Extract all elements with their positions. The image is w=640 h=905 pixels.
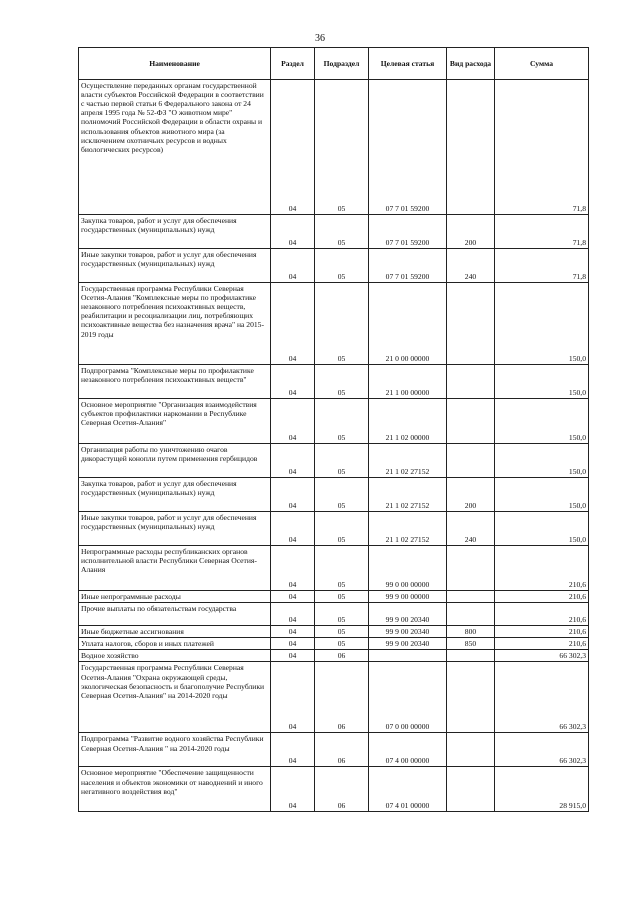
row-name-cell: Осуществление переданных органам государственной власти субъектов Российской Федерации в соответствии с частью первой статьи 6 Федерального закона от 24 апреля 1995 года № 52-ФЗ "О животном мире" полномочий Российской Федерации в области охраны и использования объектов животного мира (за исключением охотничьих ресурсов и водных биологических ресурсов) <box>79 80 271 215</box>
row-target-article-cell: 99 9 00 20340 <box>369 638 447 650</box>
row-sum-cell: 210,6 <box>495 591 589 603</box>
row-sum-cell: 66 302,3 <box>495 733 589 767</box>
table-row <box>79 365 589 399</box>
row-target-article-cell: 07 7 01 59200 <box>369 249 447 283</box>
row-expense-type-cell <box>447 444 495 478</box>
row-podrazdel-cell: 06 <box>315 733 369 767</box>
table-row <box>79 767 589 812</box>
table-row <box>79 650 589 662</box>
row-razdel-cell: 04 <box>271 478 315 512</box>
row-target-article-cell: 07 7 01 59200 <box>369 80 447 215</box>
row-sum-cell: 66 302,3 <box>495 650 589 662</box>
row-podrazdel-cell: 05 <box>315 626 369 638</box>
row-expense-type-cell <box>447 365 495 399</box>
row-razdel-cell: 04 <box>271 767 315 812</box>
row-name-cell: Основное мероприятие "Организация взаимодействия субъектов профилактики наркомании в Республике Северная Осетия-Алания" <box>79 399 271 444</box>
row-razdel-cell: 04 <box>271 591 315 603</box>
row-expense-type-cell: 240 <box>447 249 495 283</box>
row-expense-type-cell <box>447 662 495 733</box>
row-podrazdel-cell: 05 <box>315 215 369 249</box>
row-expense-type-cell <box>447 733 495 767</box>
row-razdel-cell: 04 <box>271 365 315 399</box>
row-podrazdel-cell: 05 <box>315 80 369 215</box>
row-podrazdel-cell: 05 <box>315 399 369 444</box>
table-row <box>79 638 589 650</box>
row-sum-cell: 210,6 <box>495 638 589 650</box>
row-expense-type-cell <box>447 546 495 591</box>
row-name-cell: Иные бюджетные ассигнования <box>79 626 271 638</box>
row-target-article-cell: 21 1 02 27152 <box>369 478 447 512</box>
row-target-article-cell: 21 0 00 00000 <box>369 283 447 365</box>
row-expense-type-cell: 200 <box>447 215 495 249</box>
row-name-cell: Уплата налогов, сборов и иных платежей <box>79 638 271 650</box>
row-name-cell: Непрограммные расходы республиканских органов исполнительной власти Республики Северная Осетия-Алания <box>79 546 271 591</box>
header-podrazdel: Подраздел <box>315 48 369 80</box>
row-expense-type-cell <box>447 591 495 603</box>
row-name-cell: Закупка товаров, работ и услуг для обеспечения государственных (муниципальных) нужд <box>79 478 271 512</box>
table-row <box>79 603 589 626</box>
row-name-cell: Основное мероприятие "Обеспечение защищенности населения и объектов экономики от наводнений и иного негативного воздействия вод" <box>79 767 271 812</box>
row-podrazdel-cell: 05 <box>315 444 369 478</box>
row-name-cell: Государственная программа Республики Северная Осетия-Алания "Охрана окружающей среды, экологическая безопасность и благополучие Республики Северная Осетия-Алания" на 2014-2020 годы <box>79 662 271 733</box>
row-target-article-cell <box>369 650 447 662</box>
row-target-article-cell: 99 9 00 20340 <box>369 603 447 626</box>
row-target-article-cell: 07 4 01 00000 <box>369 767 447 812</box>
table-row <box>79 399 589 444</box>
row-sum-cell: 28 915,0 <box>495 767 589 812</box>
row-expense-type-cell <box>447 650 495 662</box>
row-podrazdel-cell: 05 <box>315 249 369 283</box>
row-expense-type-cell: 200 <box>447 478 495 512</box>
row-podrazdel-cell: 05 <box>315 512 369 546</box>
row-podrazdel-cell: 05 <box>315 603 369 626</box>
row-razdel-cell: 04 <box>271 603 315 626</box>
row-name-cell: Иные закупки товаров, работ и услуг для обеспечения государственных (муниципальных) нужд <box>79 249 271 283</box>
row-expense-type-cell: 800 <box>447 626 495 638</box>
table-row <box>79 215 589 249</box>
row-target-article-cell: 21 1 02 00000 <box>369 399 447 444</box>
row-sum-cell: 210,6 <box>495 546 589 591</box>
row-podrazdel-cell: 05 <box>315 283 369 365</box>
row-podrazdel-cell: 05 <box>315 638 369 650</box>
row-target-article-cell: 99 0 00 00000 <box>369 546 447 591</box>
header-target-article: Целевая статья <box>369 48 447 80</box>
table-row <box>79 249 589 283</box>
row-name-cell: Иные закупки товаров, работ и услуг для обеспечения государственных (муниципальных) нужд <box>79 512 271 546</box>
header-expense-type: Вид расхода <box>447 48 495 80</box>
table-row <box>79 283 589 365</box>
row-sum-cell: 71,8 <box>495 215 589 249</box>
row-sum-cell: 150,0 <box>495 399 589 444</box>
budget-table <box>78 47 589 812</box>
row-name-cell: Государственная программа Республики Северная Осетия-Алания "Комплексные меры по профилактике незаконного потребления психоактивных веществ, реабилитации и ресоциализации лиц, потребляющих психоактивные вещества без назначения врача" на 2015-2019 годы <box>79 283 271 365</box>
row-sum-cell: 150,0 <box>495 283 589 365</box>
table-row <box>79 80 589 215</box>
table-row <box>79 546 589 591</box>
row-razdel-cell: 04 <box>271 215 315 249</box>
row-target-article-cell: 21 1 02 27152 <box>369 512 447 546</box>
row-expense-type-cell: 240 <box>447 512 495 546</box>
row-sum-cell: 150,0 <box>495 365 589 399</box>
row-razdel-cell: 04 <box>271 512 315 546</box>
row-razdel-cell: 04 <box>271 80 315 215</box>
row-sum-cell: 210,6 <box>495 626 589 638</box>
row-sum-cell: 150,0 <box>495 512 589 546</box>
table-row <box>79 512 589 546</box>
row-name-cell: Прочие выплаты по обязательствам государства <box>79 603 271 626</box>
row-name-cell: Подпрограмма "Комплексные меры по профилактике незаконного потребления психоактивных веществ" <box>79 365 271 399</box>
table-row <box>79 591 589 603</box>
row-target-article-cell: 99 9 00 00000 <box>369 591 447 603</box>
row-name-cell: Закупка товаров, работ и услуг для обеспечения государственных (муниципальных) нужд <box>79 215 271 249</box>
row-razdel-cell: 04 <box>271 638 315 650</box>
row-razdel-cell: 04 <box>271 546 315 591</box>
row-expense-type-cell <box>447 80 495 215</box>
row-podrazdel-cell: 05 <box>315 365 369 399</box>
row-sum-cell: 71,8 <box>495 80 589 215</box>
row-expense-type-cell <box>447 399 495 444</box>
row-expense-type-cell: 850 <box>447 638 495 650</box>
row-podrazdel-cell: 05 <box>315 478 369 512</box>
table-row <box>79 626 589 638</box>
header-row <box>79 48 589 80</box>
row-expense-type-cell <box>447 767 495 812</box>
row-sum-cell: 71,8 <box>495 249 589 283</box>
row-expense-type-cell <box>447 603 495 626</box>
row-podrazdel-cell: 06 <box>315 650 369 662</box>
row-podrazdel-cell: 05 <box>315 591 369 603</box>
row-razdel-cell: 04 <box>271 733 315 767</box>
row-name-cell: Подпрограмма "Развитие водного хозяйства Республики Северная Осетия-Алания " на 2014-2020 годы <box>79 733 271 767</box>
row-podrazdel-cell: 06 <box>315 767 369 812</box>
table-row <box>79 733 589 767</box>
row-podrazdel-cell: 05 <box>315 546 369 591</box>
row-razdel-cell: 04 <box>271 662 315 733</box>
row-target-article-cell: 21 1 00 00000 <box>369 365 447 399</box>
table-row <box>79 444 589 478</box>
row-target-article-cell: 07 7 01 59200 <box>369 215 447 249</box>
row-razdel-cell: 04 <box>271 283 315 365</box>
row-target-article-cell: 07 4 00 00000 <box>369 733 447 767</box>
table-row <box>79 478 589 512</box>
row-razdel-cell: 04 <box>271 249 315 283</box>
row-sum-cell: 150,0 <box>495 478 589 512</box>
row-razdel-cell: 04 <box>271 626 315 638</box>
row-target-article-cell: 07 0 00 00000 <box>369 662 447 733</box>
row-name-cell: Иные непрограммные расходы <box>79 591 271 603</box>
row-name-cell: Организация работы по уничтожению очагов дикорастущей конопли путем применения гербицидов <box>79 444 271 478</box>
page-number: 36 <box>315 33 325 44</box>
row-expense-type-cell <box>447 283 495 365</box>
row-target-article-cell: 21 1 02 27152 <box>369 444 447 478</box>
header-name: Наименование <box>79 48 271 80</box>
row-sum-cell: 210,6 <box>495 603 589 626</box>
row-razdel-cell: 04 <box>271 650 315 662</box>
row-sum-cell: 150,0 <box>495 444 589 478</box>
row-sum-cell: 66 302,3 <box>495 662 589 733</box>
row-razdel-cell: 04 <box>271 399 315 444</box>
header-sum: Сумма <box>495 48 589 80</box>
row-name-cell: Водное хозяйство <box>79 650 271 662</box>
row-target-article-cell: 99 9 00 20340 <box>369 626 447 638</box>
row-razdel-cell: 04 <box>271 444 315 478</box>
row-podrazdel-cell: 06 <box>315 662 369 733</box>
header-razdel: Раздел <box>271 48 315 80</box>
table-row <box>79 662 589 733</box>
